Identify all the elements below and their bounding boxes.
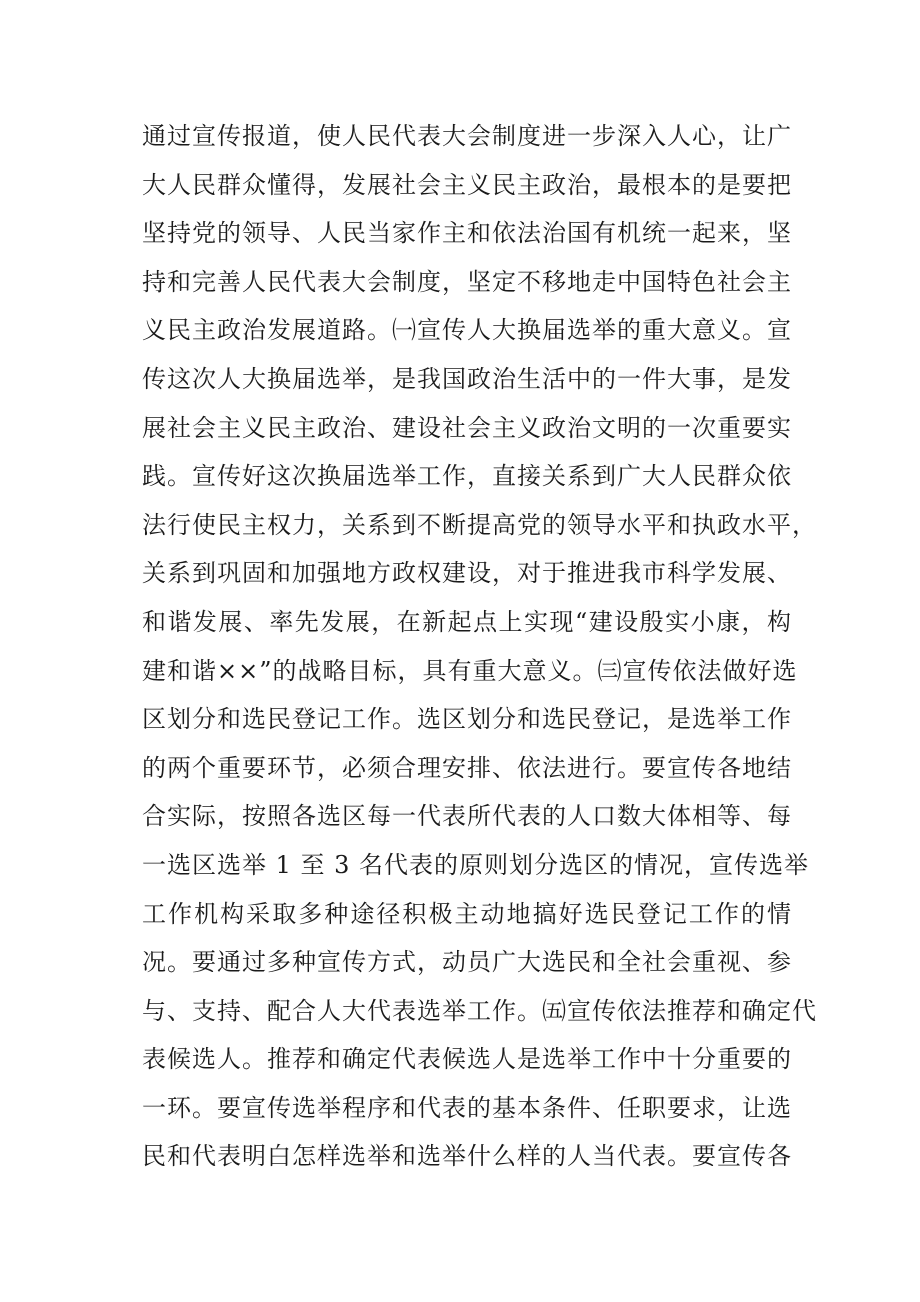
text-line-22: 民和代表明白怎样选举和选举什么样的人当代表。要宣传各: [142, 1142, 792, 1171]
text-line-1: 通过宣传报道，使人民代表大会制度进一步深入人心，让广: [142, 122, 792, 150]
text-line-10: 关系到巩固和加强地方政权建设，对于推进我市科学发展、: [142, 559, 792, 588]
text-line-12: 建和谐××”的战略目标，具有重大意义。㈢宣传依法做好选: [142, 656, 798, 685]
text-line-15: 合实际，按照各选区每一代表所代表的人口数大体相等、每: [142, 802, 792, 831]
text-line-2: 大人民群众懂得，发展社会主义民主政治，最根本的是要把: [142, 170, 792, 199]
body-text: [142, 112, 817, 1181]
text-line-16: 一选区选举 1 至 3 名代表的原则划分选区的情况，宣传选举: [142, 850, 810, 879]
text-line-11: 和谐发展、率先发展，在新起点上实现“建设殷实小康，构: [142, 607, 792, 636]
text-line-6: 传这次人大换届选举，是我国政治生活中的一件大事，是发: [142, 364, 792, 393]
text-line-17: 工作机构采取多种途径积极主动地搞好选民登记工作的情: [142, 899, 792, 928]
text-line-7: 展社会主义民主政治、建设社会主义政治文明的一次重要实: [142, 413, 792, 442]
text-line-5: 义民主政治发展道路。㈠宣传人大换届选举的重大意义。宣: [142, 316, 792, 345]
text-line-13: 区划分和选民登记工作。选区划分和选民登记，是选举工作: [142, 705, 792, 734]
text-line-18: 况。要通过多种宣传方式，动员广大选民和全社会重视、参: [142, 948, 792, 977]
text-line-21: 一环。要宣传选举程序和代表的基本条件、任职要求，让选: [142, 1093, 792, 1122]
text-line-14: 的两个重要环节，必须合理安排、依法进行。要宣传各地结: [142, 753, 792, 782]
text-line-4: 持和完善人民代表大会制度，坚定不移地走中国特色社会主: [142, 267, 792, 296]
text-line-8: 践。宣传好这次换届选举工作，直接关系到广大人民群众依: [142, 462, 792, 491]
text-line-20: 表候选人。推荐和确定代表候选人是选举工作中十分重要的: [142, 1045, 792, 1074]
text-line-3: 坚持党的领导、人民当家作主和依法治国有机统一起来，坚: [142, 219, 792, 248]
text-line-19: 与、支持、配合人大代表选举工作。㈤宣传依法推荐和确定代: [142, 996, 817, 1025]
text-line-9: 法行使民主权力，关系到不断提高党的领导水平和执政水平，: [142, 510, 817, 539]
